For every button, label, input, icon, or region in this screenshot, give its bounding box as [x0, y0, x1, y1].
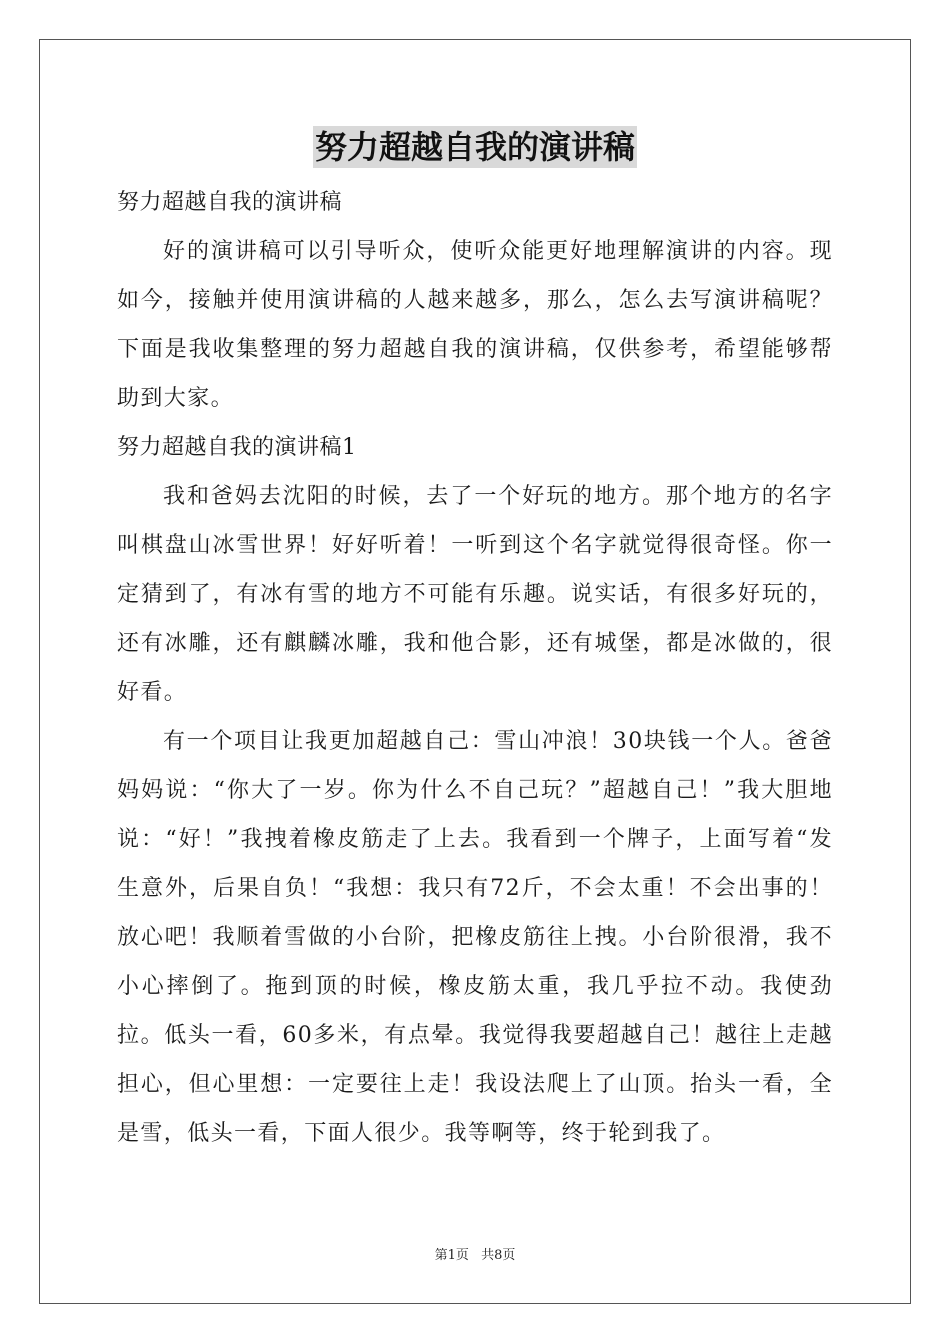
page-number: 第1页 [434, 1248, 469, 1263]
document-title: 努力超越自我的演讲稿 [314, 128, 635, 166]
subtitle-heading: 努力超越自我的演讲稿 [117, 190, 343, 215]
page-total: 共8页 [481, 1248, 516, 1263]
intro-paragraph: 好的演讲稿可以引导听众，使听众能更好地理解演讲的内容。现如今，接触并使用演讲稿的人越来越多，那么，怎么去写演讲稿呢？下面是我收集整理的努力超越自我的演讲稿，仅供参考，希望能够帮助到大家。 [117, 239, 833, 411]
body-paragraph: 我和爸妈去沈阳的时候，去了一个好玩的地方。那个地方的名字叫棋盘山冰雪世界！好好听着！一听到这个名字就觉得很奇怪。你一定猜到了，有冰有雪的地方不可能有乐趣。说实话，有很多好玩的，还有冰雕，还有麒麟冰雕，我和他合影，还有城堡，都是冰做的，很好看。 [117, 484, 833, 705]
body-paragraph: 有一个项目让我更加超越自己：雪山冲浪！30块钱一个人。爸爸妈妈说：“你大了一岁。你为什么不自己玩？”超越自己！”我大胆地说：“好！”我拽着橡皮筋走了上去。我看到一个牌子，上面写着“发生意外，后果自负！“我想：我只有72斤，不会太重！不会出事的！放心吧！我顺着雪做的小台阶，把橡皮筋往上拽。小台阶很滑，我不小心摔倒了。拖到顶的时候，橡皮筋太重，我几乎拉不动。我使劲拉。低头一看，60多米，有点晕。我觉得我要超越自己！越往上走越担心，但心里想：一定要往上走！我设法爬上了山顶。抬头一看，全是雪，低头一看，下面人很少。我等啊等，终于轮到我了。 [117, 729, 833, 1146]
title-container [0, 126, 950, 168]
section-heading: 努力超越自我的演讲稿1 [117, 435, 357, 460]
page-footer [0, 1244, 950, 1263]
document-body [117, 178, 833, 1158]
